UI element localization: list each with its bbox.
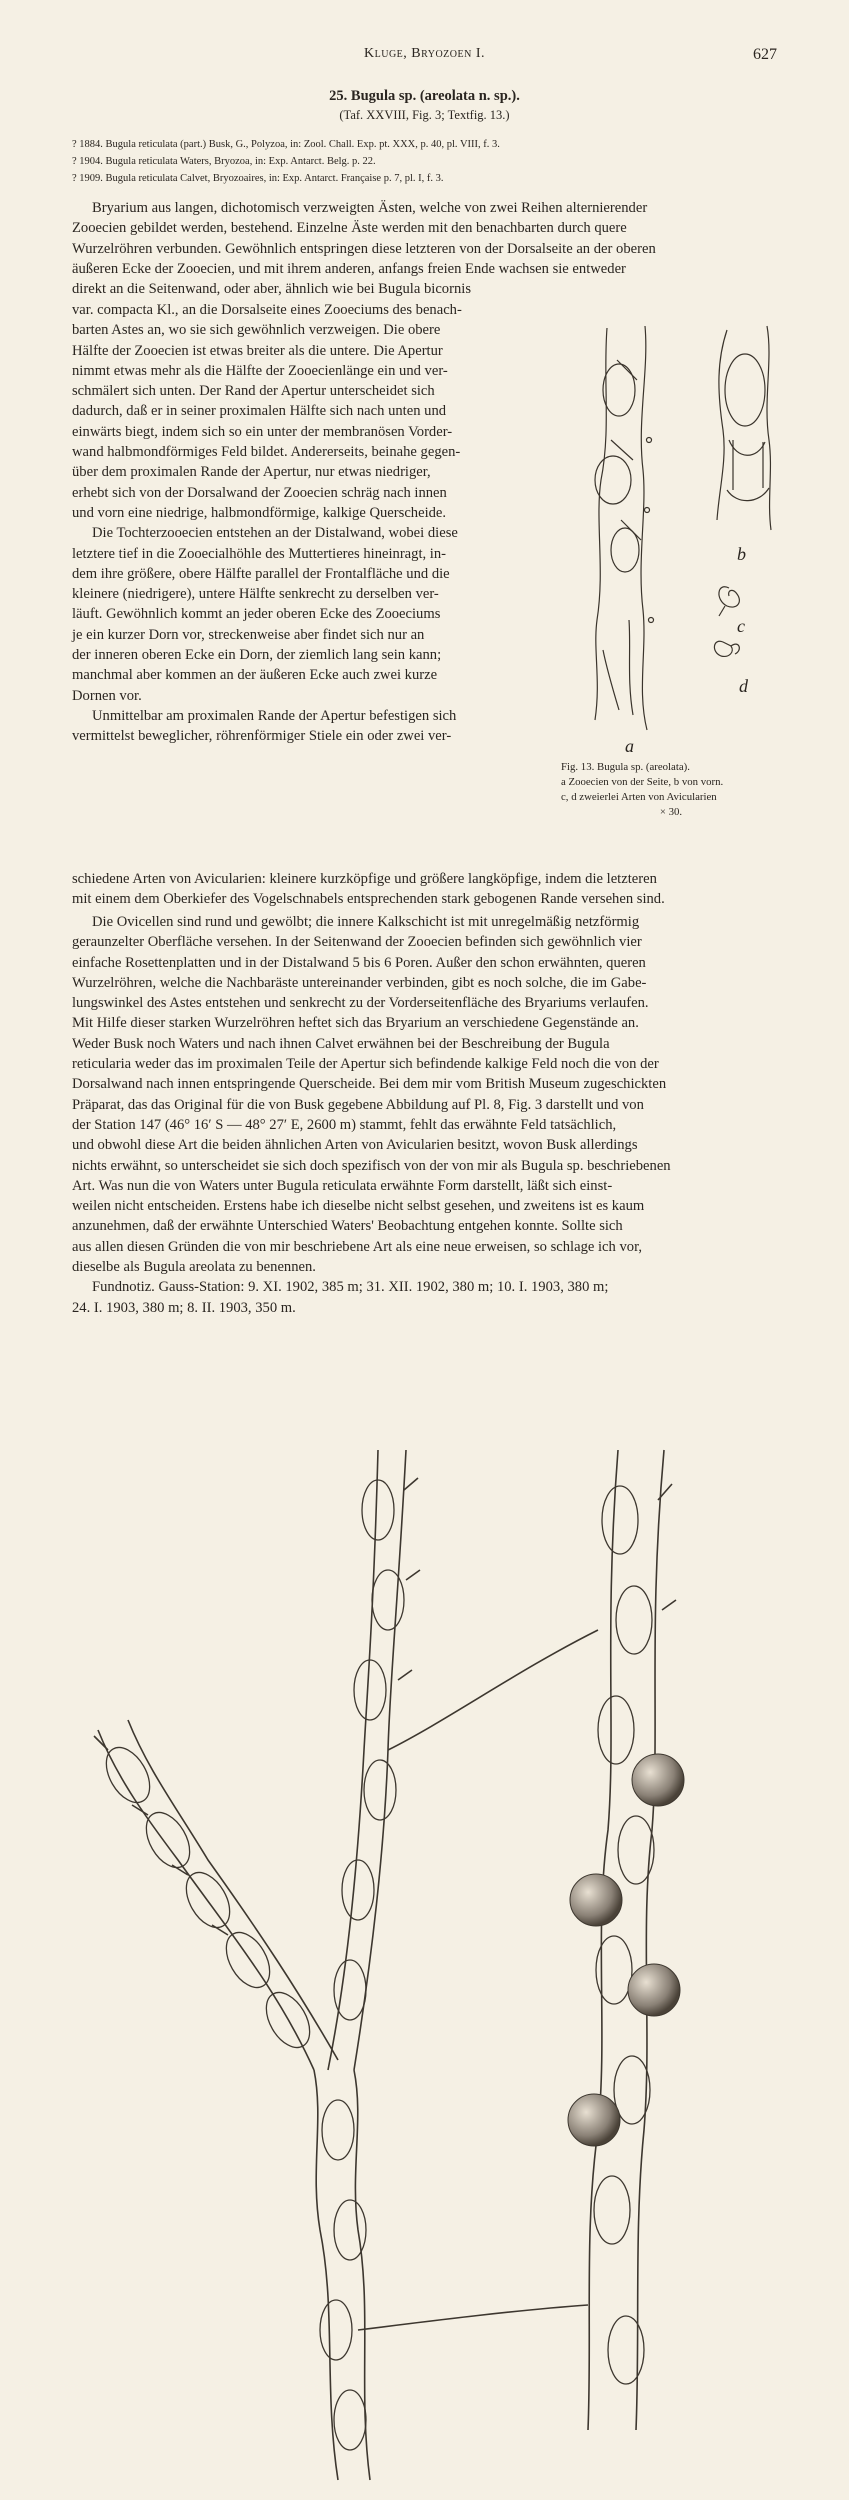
species-title: 25. Bugula sp. (areolata n. sp.). [329,88,520,104]
figure-label-a: a [625,736,634,756]
caption-line: × 30. [659,806,683,818]
text-line: Wurzelröhren, welche die Nachbaräste untereinander verbinden, gibt es noch solche, die im Gabe- [72,974,647,991]
running-header [72,46,777,68]
text-line: über dem proximalen Rande der Apertur, nur etwas niedriger, [72,464,431,481]
figure-label-c: c [737,616,745,636]
text-line: barten Astes an, wo sie sich gewöhnlich verzweigen. Die obere [72,322,441,339]
text-line: dieselbe als Bugula areolata zu benennen. [72,1259,316,1276]
text-line: aus allen diesen Gründen die von mir beschriebene Art als eine neue erweisen, so schlage ich vor, [72,1238,642,1255]
synonymy-entry: ? 1904. Bugula reticulata Waters, Bryozoa, in: Exp. Antarct. Belg. p. 22. [72,156,376,167]
paragraph-1-column [72,300,544,747]
text-line: letztere tief in die Zooecialhöhle des Muttertieres hineinragt, in- [72,545,447,562]
synonymy-entry: ? 1909. Bugula reticulata Calvet, Bryozoaires, in: Exp. Antarct. Française p. 7, pl. I, f. 3. [72,173,444,184]
text-line: dem ihre größere, obere Hälfte parallel der Frontalfläche und die [72,565,450,582]
text-line: Präparat, das das Original für die von Busk gegebene Abbildung auf Pl. 8, Fig. 3 darstellt und von [72,1096,644,1113]
text-line: Unmittelbar am proximalen Rande der Apertur befestigen sich [92,707,457,724]
text-line: manchmal aber kommen an der äußeren Ecke auch zwei kurze [72,667,438,684]
paragraph-1 [72,198,778,299]
text-line: lungswinkel des Astes entstehen und senkrecht zu der Vorderseitenfläche des Bryariums verlaufen. [72,995,649,1012]
text-line: Bryarium aus langen, dichotomisch verzweigten Ästen, welche von zwei Reihen alternierender [92,200,648,216]
synonymy-list [72,136,772,187]
text-line: schmälert sich unten. Der Rand der Apertur unterscheidet sich [72,383,435,400]
text-line: der Station 147 (46° 16′ S — 48° 27′ E, 2600 m) stammt, fehlt das erwähnte Feld tatsächlich, [72,1116,617,1133]
text-line: und vorn eine niedrige, halbmondförmige, kalkige Querscheide. [72,504,447,521]
figure-13-drawing [567,320,781,760]
text-line: schiedene Arten von Avicularien: kleinere kurzköpfige und größere langköpfige, indem die letzteren [72,871,657,887]
figure-label-d: d [739,676,748,696]
text-line: kleinere (niedrigere), untere Hälfte senkrecht zu derselben ver- [72,586,439,603]
running-head-title: Kluge, Bryozoen I. [364,46,485,61]
text-line: läuft. Gewöhnlich kommt an jeder oberen Ecke des Zooeciums [72,606,441,623]
text-line: einwärts biegt, indem sich so ein unter der membranösen Vorder- [72,423,453,440]
text-line: geraunzelter Oberfläche versehen. In der Seitenwand der Zooecien befinden sich gewöhnlich vier [72,934,642,951]
text-line: der inneren oberen Ecke ein Dorn, der ziemlich lang sein kann; [72,647,442,664]
caption-line: Fig. 13. Bugula sp. (areolata). [561,761,690,773]
text-line: var. compacta Kl., an die Dorsalseite eines Zooeciums des benach- [72,302,462,318]
text-line: direkt an die Seitenwand, oder aber, ähnlich wie bei Bugula bicornis [72,281,471,298]
text-line: Art. Was nun die von Waters unter Bugula reticulata erwähnte Form darstellt, läßt sich einst- [72,1177,613,1194]
bryozoan-plate-illustration [88,1430,768,2490]
text-line: Dornen vor. [72,687,142,704]
text-line: mit einem dem Oberkiefer des Vogelschnabels entsprechenden stark gebogenen Rande versehen sind. [72,891,665,908]
text-line: reticularia weder das im proximalen Teile der Apertur sich befindende kalkige Feld noch die von der [72,1056,659,1073]
bryozoan-colony-drawing [88,1430,768,2490]
text-line: weilen nicht entscheiden. Erstens habe ich dieselbe nicht selbst gesehen, und zweitens ist es kaum [72,1198,645,1215]
text-line: und obwohl diese Art die beiden ähnlichen Arten von Avicularien besitzt, wovon Busk allerdings [72,1137,638,1154]
figure-13-caption [561,760,781,820]
page-number: 627 [753,46,777,63]
text-line: 24. I. 1903, 380 m; 8. II. 1903, 350 m. [72,1299,296,1316]
synonymy-entry: ? 1884. Bugula reticulata (part.) Busk, G., Polyzoa, in: Zool. Chall. Exp. pt. XXX, p. 40, pl. VIII, f. 3. [72,139,500,150]
text-line: Fundnotiz. Gauss-Station: 9. XI. 1902, 385 m; 31. XII. 1902, 380 m; 10. I. 1903, 380 m; [92,1279,609,1296]
text-line: nimmt etwas mehr als die Hälfte der Zooecienlänge ein und ver- [72,362,448,379]
figure-label-b: b [737,544,746,564]
text-line: Dorsalwand nach innen entspringende Querscheide. Bei dem mir vom British Museum zugeschickten [72,1076,667,1093]
text-line: Wurzelröhren verbunden. Gewöhnlich entspringen diese letzteren von der Dorsalseite an der oberen [72,240,656,257]
paragraph-4 [72,912,778,1318]
text-line: Weder Busk noch Waters und nach ihnen Calvet erwähnen bei der Beschreibung der Bugula [72,1035,610,1052]
paragraph-3-cont [72,869,778,910]
text-line: dadurch, daß er in seiner proximalen Hälfte sich nach unten und [72,403,447,420]
text-line: Hälfte der Zooecien ist etwas breiter als die untere. Die Apertur [72,342,443,359]
text-line: nichts erwähnt, so unterscheidet sie sich doch spezifisch von der von mir als Bugula sp. beschriebenen [72,1157,671,1174]
text-line: vermittelst beweglicher, röhrenförmiger Stiele ein oder zwei ver- [72,728,452,745]
text-line: äußeren Ecke der Zooecien, und mit ihrem anderen, anfangs freien Ende wachsen sie entweder [72,260,626,277]
text-line: einfache Rosettenplatten und in der Distalwand 5 bis 6 Poren. Außer den schon erwähnten, queren [72,954,646,971]
text-line: Die Tochterzooecien entstehen an der Distalwand, wobei diese [92,525,458,542]
text-line: wand halbmondförmiges Feld bildet. Andererseits, beinahe gegen- [72,444,461,461]
caption-line: c, d zweierlei Arten von Avicularien [561,791,717,803]
text-line: Zooecien gebildet werden, bestehend. Einzelne Äste werden mit den benachbarten durch quere [72,220,627,237]
caption-line: a Zooecien von der Seite, b von vorn. [561,776,724,788]
text-line: Mit Hilfe dieser starken Wurzelröhren heftet sich das Bryarium an verschiedene Gegenstände an. [72,1015,639,1032]
text-line: anzunehmen, daß der erwähnte Unterschied Waters' Beobachtung entgehen konnte. Sollte sich [72,1218,623,1235]
plate-reference: (Taf. XXVIII, Fig. 3; Textfig. 13.) [339,108,510,122]
text-line: Die Ovicellen sind rund und gewölbt; die innere Kalkschicht ist mit unregelmäßig netzförmig [92,914,640,930]
text-line: je ein kurzer Dorn vor, streckenweise aber findet sich nur an [72,626,425,643]
text-line: erhebt sich von der Dorsalwand der Zooecien schräg nach innen [72,484,447,501]
